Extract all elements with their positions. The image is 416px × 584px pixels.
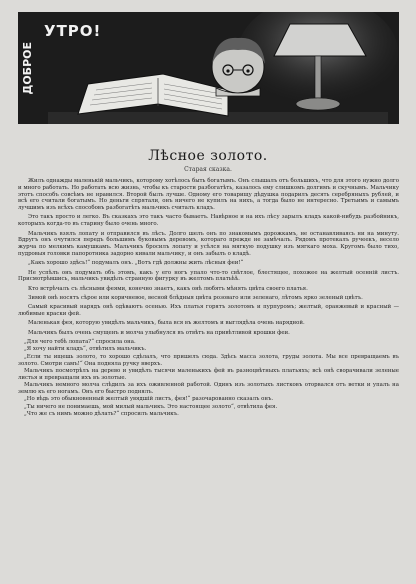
story-subtitle: Старая сказка. <box>184 166 232 173</box>
dialogue-line: „Если ты ищешь золото, то хорошо сдѣлалъ, что пришелъ сюда. Здѣсь масса золота, груды золота. Мы все превращаемъ въ золото. Смотри самъ!“ Она подняла ручку вверхъ. <box>18 353 399 367</box>
paragraph: Самый красивый нарядъ онѣ одѣваютъ осенью. Ихъ платья горятъ золотомъ и пурпуромъ; желтый, оранжевый и красный — любимые краски фей. <box>18 304 399 318</box>
paragraph: Жилъ однажды маленькій мальчикъ, которому хотѣлось быть богатымъ. Онъ слышалъ отъ большихъ, что для этого нужно долго и много работать. Но работать всю жизнь, чтобы къ старости разбогатѣть, казалось ему слишкомъ долгимъ и скучнымъ. Мальчику этотъ способъ совсѣмъ не нравился. Второй былъ лучше. Одному его товарищу дѣдушка подарилъ десять серебряныхъ рублей, и всѣ его считали богатымъ. Но деньги спрятали, онъ ничего не купилъ на нихъ, а тогда было не интересно. Третьимъ и самымъ лучшимъ изъ всѣхъ способовъ разбогатѣть мальчикъ считалъ кладъ. <box>18 178 399 212</box>
paragraph: Мальчикъ былъ очень смущенъ и молча улыбнулся въ отвѣтъ на привѣтливой крошки феи. <box>28 329 290 336</box>
dialogue-line: „Что же съ нимъ можно дѣлать?“ спросилъ мальчикъ. <box>24 411 179 418</box>
story-title: Лѣсное золото. <box>148 148 268 164</box>
dialogue-line: „Для чего тебѣ лопата?“ спросила она. <box>24 338 136 345</box>
dialogue-line: „Ты ничего не понимаешь, мой милый мальчикъ. Это настоящее золото“, отвѣтила фея. <box>24 403 278 410</box>
dialogue-line: Мальчикъ немного молча слѣдилъ за ихъ оживленной работой. Одинъ изъ золотыхъ листковъ оторвался отъ ветки и упалъ на землю къ его ногамъ. Онъ его быстро поднялъ. <box>18 382 399 395</box>
paragraph: „Какъ хорошо здѣсь!“ подумалъ онъ. „Вотъ гдѣ должны жить лѣсныя феи!“ <box>28 260 244 267</box>
dialogue-line: Мальчикъ посмотрѣлъ на дерево и увидѣлъ тысячи маленькихъ фей въ разноцвѣтныхъ платьяхъ; всѣ онѣ сворачивали зеленые листья и превращали ихъ въ золотые. <box>18 367 399 381</box>
paragraph: Маленькая фея, которую увидѣлъ мальчикъ, была вся въ желтомъ и выглядѣла очень нарядной. <box>28 320 305 327</box>
paragraph: Кто встрѣчалъ съ лѣсными феями, конечно знаетъ, какъ онѣ любятъ мѣнять цвѣта своего платья. <box>28 285 308 292</box>
story-body <box>18 178 399 418</box>
paragraph: Мальчикъ взялъ лопату и отправился въ лѣсъ. Долго шелъ онъ по знакомымъ дорожкамъ, не останавливаясь ни на минуту. Вдругъ онъ очутился передъ большимъ буковымъ деревомъ, котораго прежде не замѣчалъ. Рядомъ протекалъ ручеекъ, весело журча по мелкимъ камушкамъ. Мальчикъ бросилъ лопату и усѣлся на мягкую подушку изъ мягкаго моха. Кругомъ было тихо, пудровыя головки папоротника задорно кивали мальчику, и онъ забылъ о кладѣ. <box>18 230 399 257</box>
paragraph: Зимой онѣ носятъ сѣрое или коричневое, весной блѣдныя цвѣта розоваго или зеленаго, лѣтомъ ярко зеленый цвѣтъ. <box>28 294 363 301</box>
masthead-top-text: ДОБРОЕ <box>21 42 34 95</box>
paragraph: Это такъ просто и легко. Въ сказкахъ это такъ часто бываетъ. Навѣрное и на ихъ лѣсу зарылъ кладъ какой-нибудь разбойникъ, которыхъ когда-то въ старину было очень много. <box>18 214 399 228</box>
masthead-side-text: УТРО! <box>44 22 102 40</box>
header-illustration <box>18 12 399 124</box>
paragraph: Не успѣлъ онъ подумать объ этомъ, какъ у его ногъ упало что-то свѣтлое, блестящее, похожее на желтый осенній листъ. Присмотрѣвшись, мальчикъ увидѣлъ странную фигурку въ желтомъ платьѣѣ. <box>18 269 399 283</box>
dialogue-line: „Я хочу найти кладъ“, отвѣтилъ мальчикъ. <box>24 346 147 353</box>
dialogue-line: „Но вѣдь это обыкновенный желтый увядшій листъ, фея!“ разочарованно сказалъ онъ. <box>24 396 274 403</box>
